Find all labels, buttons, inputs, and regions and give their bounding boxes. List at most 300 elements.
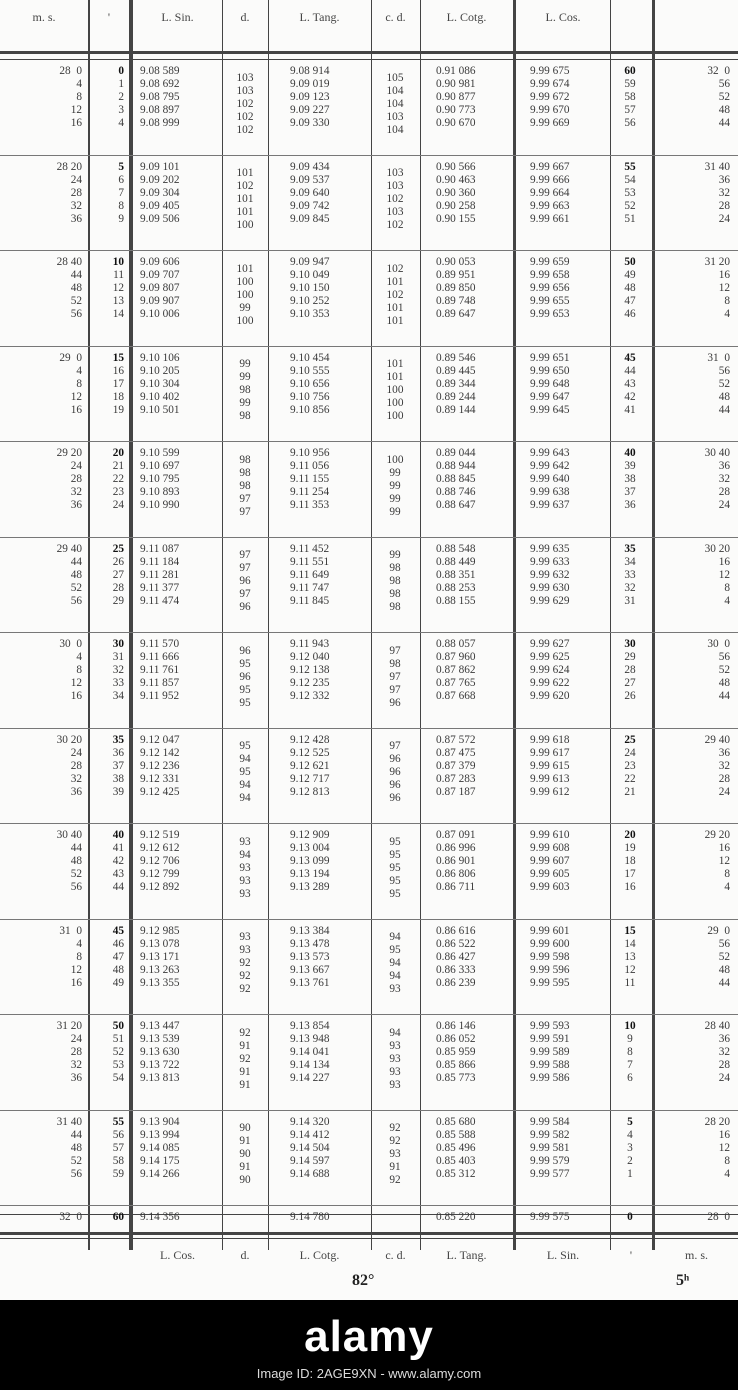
bottom-header-2: L. Cos. [159, 1248, 195, 1262]
log-cos: 9.99 596 [530, 963, 570, 976]
ms-right: 52 [718, 377, 730, 390]
minute-left: 44 [112, 881, 124, 893]
log-cotg: 0.86 146 [436, 1020, 476, 1032]
minute-left: 48 [112, 963, 124, 976]
diff-common: 97 [389, 683, 401, 696]
minute-left: 13 [112, 295, 124, 307]
diff-sin: 100 [236, 219, 254, 231]
log-cos: 9.99 675 [530, 65, 570, 77]
log-cos: 9.99 640 [530, 473, 570, 485]
minute-right: 50 [624, 256, 636, 268]
ms-right: 24 [718, 499, 730, 511]
minute-left: 26 [112, 555, 124, 568]
log-sin: 9.13 722 [140, 1059, 180, 1071]
log-cotg: 0.90 053 [436, 256, 476, 268]
ms-right: 44 [718, 117, 730, 129]
log-cotg: 0.88 253 [436, 581, 476, 594]
footer-hours: 5ʰ [676, 1272, 690, 1289]
block-rule [0, 155, 738, 156]
ms-right: 30 40 [704, 447, 730, 459]
ms-right: 8 [724, 295, 730, 307]
minute-left: 45 [112, 924, 124, 937]
watermark-brand: alamy [304, 1312, 434, 1361]
diff-sin: 99 [239, 301, 251, 314]
log-cotg-final: 0.85 220 [436, 1211, 476, 1223]
minute-right: 22 [624, 772, 636, 785]
minute-right: 55 [624, 160, 636, 173]
log-cos: 9.99 650 [530, 364, 570, 377]
log-cos: 9.99 633 [530, 555, 570, 568]
log-tang: 9.10 756 [290, 390, 330, 403]
log-cos: 9.99 627 [530, 638, 570, 650]
top-header-0: m. s. [32, 10, 56, 24]
log-cotg: 0.87 862 [436, 664, 476, 676]
log-cos: 9.99 655 [530, 295, 570, 307]
ms-right: 29 40 [704, 733, 730, 746]
diff-common: 102 [386, 262, 404, 275]
minute-right: 34 [624, 555, 636, 568]
minute-right: 13 [624, 950, 636, 963]
log-tang: 9.09 019 [290, 78, 330, 90]
minute-left: 24 [112, 499, 124, 511]
diff-common: 94 [389, 931, 401, 943]
log-tang: 9.12 909 [290, 829, 330, 841]
diff-sin: 93 [239, 931, 251, 943]
diff-common: 105 [386, 71, 404, 84]
diff-common: 103 [386, 180, 404, 192]
minute-right: 17 [624, 868, 636, 880]
minute-left: 29 [112, 594, 124, 607]
log-tang: 9.11 353 [290, 499, 330, 511]
minute-left: 32 [112, 664, 124, 676]
log-cos: 9.99 582 [530, 1128, 570, 1141]
diff-common: 93 [389, 1065, 401, 1078]
diff-sin: 96 [239, 670, 251, 683]
log-tang-final: 9.14 780 [290, 1211, 330, 1223]
log-cos: 9.99 618 [530, 733, 570, 746]
diff-sin: 90 [239, 1174, 251, 1186]
top-header-4: L. Tang. [299, 10, 340, 24]
diff-common: 96 [389, 696, 401, 709]
log-cotg: 0.89 344 [436, 377, 476, 390]
ms-left: 32 [70, 772, 82, 785]
diff-common: 97 [389, 644, 401, 657]
log-tang: 9.09 640 [290, 186, 330, 199]
ms-left: 4 [76, 937, 82, 950]
log-sin: 9.08 897 [140, 104, 180, 116]
ms-left: 4 [76, 364, 82, 377]
ms-right: 28 [718, 1059, 730, 1071]
log-sin: 9.09 202 [140, 173, 180, 186]
bottom-header-8: ' [629, 1248, 633, 1262]
log-cos: 9.99 672 [530, 91, 570, 103]
diff-sin: 95 [239, 657, 251, 670]
block-rule [0, 632, 738, 633]
log-cotg: 0.88 845 [436, 473, 476, 485]
log-cotg: 0.85 403 [436, 1154, 476, 1167]
log-tang: 9.13 289 [290, 881, 330, 893]
log-cotg: 0.88 944 [436, 460, 476, 472]
log-tang: 9.12 717 [290, 772, 330, 785]
minute-right: 12 [624, 963, 636, 976]
ms-right: 4 [724, 881, 730, 893]
diff-common: 92 [389, 1122, 401, 1134]
ms-left-final: 32 0 [59, 1211, 82, 1223]
log-tang: 9.11 155 [290, 473, 330, 485]
log-tang: 9.09 227 [290, 104, 330, 116]
minute-left: 2 [118, 91, 124, 103]
log-cotg: 0.86 522 [436, 937, 476, 950]
log-tang: 9.13 573 [290, 950, 330, 963]
ms-left: 24 [70, 460, 82, 472]
log-sin: 9.10 402 [140, 390, 180, 403]
log-cos: 9.99 610 [530, 829, 570, 841]
minute-right: 25 [624, 733, 636, 746]
minute-left: 37 [112, 759, 124, 772]
minute-left: 51 [112, 1033, 124, 1045]
diff-sin: 92 [239, 983, 251, 995]
log-tang: 9.10 353 [290, 308, 330, 320]
diff-common: 96 [389, 766, 401, 778]
log-tang: 9.11 845 [290, 594, 330, 607]
log-sin: 9.12 985 [140, 924, 180, 937]
log-sin: 9.11 857 [140, 677, 180, 689]
ms-left: 12 [70, 677, 82, 689]
log-sin: 9.11 377 [140, 581, 180, 594]
block-rule [0, 728, 738, 729]
minute-right: 11 [624, 976, 636, 989]
log-tang: 9.08 914 [290, 65, 330, 77]
log-cos: 9.99 581 [530, 1141, 570, 1154]
ms-left: 36 [70, 785, 82, 798]
log-cos: 9.99 579 [530, 1154, 570, 1167]
ms-left: 52 [70, 295, 82, 307]
diff-sin: 92 [239, 1026, 251, 1039]
diff-common: 93 [389, 983, 401, 995]
ms-left: 32 [70, 486, 82, 498]
log-cotg: 0.88 746 [436, 486, 476, 498]
minute-left: 4 [118, 117, 124, 129]
minute-left: 20 [112, 447, 124, 459]
log-sin: 9.11 570 [140, 638, 180, 650]
log-sin: 9.10 501 [140, 403, 180, 416]
log-sin: 9.12 331 [140, 772, 180, 785]
log-tang: 9.14 134 [290, 1059, 330, 1071]
log-tang: 9.09 742 [290, 199, 330, 212]
minute-left: 10 [112, 256, 124, 268]
ms-right: 44 [718, 690, 730, 702]
ms-right: 32 [718, 759, 730, 772]
diff-common: 91 [389, 1161, 401, 1173]
row-rule [0, 1238, 738, 1239]
ms-right: 30 0 [707, 638, 730, 650]
block-rule [0, 823, 738, 824]
bottom-header-9: m. s. [684, 1248, 708, 1262]
log-cos: 9.99 577 [530, 1167, 570, 1180]
minute-left-final: 60 [112, 1211, 124, 1223]
diff-sin: 91 [239, 1135, 251, 1147]
ms-left: 16 [70, 690, 82, 702]
diff-sin: 99 [239, 397, 251, 409]
ms-left: 12 [70, 963, 82, 976]
minute-left: 42 [112, 855, 124, 867]
log-cotg: 0.86 427 [436, 950, 476, 963]
minute-left: 49 [112, 976, 124, 989]
column-rule [222, 0, 223, 1250]
diff-sin: 90 [239, 1148, 251, 1160]
minute-right-final: 0 [627, 1211, 633, 1223]
log-cos: 9.99 617 [530, 746, 570, 759]
ms-left: 36 [70, 1072, 82, 1084]
log-cos: 9.99 653 [530, 308, 570, 320]
ms-left: 52 [70, 868, 82, 880]
ms-left: 44 [70, 269, 82, 281]
diff-common: 93 [389, 1078, 401, 1091]
minute-right: 6 [627, 1072, 633, 1084]
diff-sin: 97 [239, 588, 251, 600]
ms-right: 56 [718, 651, 730, 663]
ms-right: 16 [718, 269, 730, 281]
log-sin: 9.12 236 [140, 759, 180, 772]
log-cotg: 0.90 981 [436, 78, 476, 90]
log-tang: 9.09 330 [290, 117, 330, 129]
log-tang: 9.13 854 [290, 1020, 330, 1032]
minute-left: 19 [112, 403, 124, 416]
minute-left: 56 [112, 1128, 124, 1141]
ms-right: 32 [718, 186, 730, 199]
ms-left: 4 [76, 651, 82, 663]
log-cos: 9.99 600 [530, 937, 570, 950]
diff-common: 97 [389, 740, 401, 752]
ms-right: 4 [724, 1167, 730, 1180]
diff-common: 103 [386, 167, 404, 179]
log-cotg: 0.87 187 [436, 785, 476, 798]
column-rule [513, 0, 516, 1250]
ms-right: 8 [724, 581, 730, 594]
minute-right: 27 [624, 677, 636, 689]
diff-sin: 98 [239, 384, 251, 396]
ms-right: 28 [718, 486, 730, 498]
log-cotg: 0.90 773 [436, 104, 476, 116]
log-cotg: 0.86 901 [436, 855, 476, 867]
ms-left: 36 [70, 499, 82, 511]
minute-right: 35 [624, 542, 636, 555]
ms-right: 48 [718, 104, 730, 116]
ms-right: 4 [724, 308, 730, 320]
ms-right: 44 [718, 976, 730, 989]
log-sin: 9.09 405 [140, 199, 180, 212]
column-rule [88, 0, 90, 1250]
ms-left: 31 20 [56, 1020, 82, 1032]
log-cotg: 0.87 572 [436, 733, 476, 746]
log-cos: 9.99 591 [530, 1033, 570, 1045]
ms-right: 31 40 [704, 160, 730, 173]
ms-right: 52 [718, 91, 730, 103]
ms-left: 30 40 [56, 829, 82, 841]
block-rule [0, 250, 738, 251]
diff-common: 95 [389, 944, 401, 956]
block-rule [0, 1205, 738, 1206]
minute-right: 40 [624, 447, 636, 459]
log-sin: 9.10 990 [140, 499, 180, 511]
ms-left: 31 40 [56, 1115, 82, 1128]
diff-sin: 101 [236, 262, 254, 275]
log-cotg: 0.89 546 [436, 351, 476, 364]
column-rule [610, 0, 611, 1250]
ms-left: 32 [70, 199, 82, 212]
ms-right: 32 [718, 473, 730, 485]
minute-right: 19 [624, 842, 636, 854]
ms-right: 32 [718, 1046, 730, 1058]
diff-sin: 93 [239, 887, 251, 900]
ms-left: 29 40 [56, 542, 82, 555]
column-rule [129, 0, 133, 1250]
minute-right: 53 [624, 186, 636, 199]
log-cotg: 0.89 951 [436, 269, 476, 281]
log-sin: 9.12 425 [140, 785, 180, 798]
log-cotg: 0.89 748 [436, 295, 476, 307]
minute-right: 2 [627, 1154, 633, 1167]
log-sin: 9.10 893 [140, 486, 180, 498]
diff-sin: 98 [239, 410, 251, 422]
diff-common: 93 [389, 1148, 401, 1160]
ms-left: 36 [70, 212, 82, 225]
log-cotg: 0.88 351 [436, 568, 476, 581]
block-rule [0, 441, 738, 442]
log-cos: 9.99 624 [530, 664, 570, 676]
diff-common: 103 [386, 206, 404, 218]
ms-right: 28 [718, 772, 730, 785]
ms-left: 29 20 [56, 447, 82, 459]
minute-left: 30 [112, 638, 124, 650]
log-cos: 9.99 638 [530, 486, 570, 498]
minute-right: 46 [624, 308, 636, 320]
log-cos: 9.99 667 [530, 160, 570, 173]
block-rule [0, 1014, 738, 1015]
diff-sin: 96 [239, 644, 251, 657]
log-sin: 9.09 101 [140, 160, 180, 173]
top-header-2: L. Sin. [161, 10, 194, 24]
diff-sin: 98 [239, 453, 251, 466]
row-rule [0, 51, 738, 54]
minute-right: 23 [624, 759, 636, 772]
log-cos: 9.99 589 [530, 1046, 570, 1058]
minute-right: 43 [624, 377, 636, 390]
ms-left: 8 [76, 377, 82, 390]
log-tang: 9.11 943 [290, 638, 330, 650]
log-sin: 9.11 761 [140, 664, 180, 676]
diff-sin: 96 [239, 575, 251, 587]
log-cotg: 0.88 647 [436, 499, 476, 511]
minute-right: 54 [624, 173, 636, 186]
minute-right: 10 [624, 1020, 636, 1032]
ms-left: 8 [76, 664, 82, 676]
log-sin: 9.14 266 [140, 1167, 180, 1180]
log-cos: 9.99 648 [530, 377, 570, 390]
minute-left: 23 [112, 486, 124, 498]
log-sin: 9.13 813 [140, 1072, 180, 1084]
minute-left: 21 [112, 460, 124, 472]
minute-left: 14 [112, 308, 124, 320]
minute-right: 29 [624, 651, 636, 663]
log-tang: 9.09 947 [290, 256, 330, 268]
log-cotg: 0.90 877 [436, 91, 476, 103]
ms-left: 28 [70, 1046, 82, 1058]
diff-sin: 94 [239, 848, 251, 861]
log-tang: 9.13 004 [290, 842, 330, 854]
log-tang: 9.14 320 [290, 1115, 330, 1128]
log-cos: 9.99 598 [530, 950, 570, 963]
ms-right: 12 [718, 568, 730, 581]
log-cos: 9.99 588 [530, 1059, 570, 1071]
top-header-6: L. Cotg. [446, 10, 487, 24]
diff-sin: 95 [239, 696, 251, 709]
diff-common: 101 [386, 275, 404, 288]
ms-right: 28 20 [704, 1115, 730, 1128]
diff-sin: 95 [239, 740, 251, 752]
log-cotg: 0.85 866 [436, 1059, 476, 1071]
minute-right: 59 [624, 78, 636, 90]
watermark-banner [0, 1300, 738, 1390]
diff-sin: 95 [239, 683, 251, 696]
minute-left: 18 [112, 390, 124, 403]
ms-right: 24 [718, 785, 730, 798]
ms-left: 56 [70, 594, 82, 607]
diff-sin: 91 [239, 1078, 251, 1091]
ms-left: 48 [70, 1141, 82, 1154]
minute-left: 59 [112, 1167, 124, 1180]
diff-sin: 98 [239, 479, 251, 492]
minute-left: 55 [112, 1115, 124, 1128]
block-rule [0, 919, 738, 920]
log-cos: 9.99 661 [530, 212, 570, 225]
minute-left: 7 [118, 186, 124, 199]
ms-right: 29 0 [707, 924, 730, 937]
log-cos: 9.99 666 [530, 173, 570, 186]
log-sin: 9.10 006 [140, 308, 180, 320]
log-cotg: 0.85 773 [436, 1072, 476, 1084]
minute-left: 47 [112, 950, 124, 963]
diff-sin: 91 [239, 1161, 251, 1173]
log-tang: 9.12 332 [290, 690, 330, 702]
ms-left: 8 [76, 91, 82, 103]
log-sin: 9.13 171 [140, 950, 180, 963]
minute-right: 49 [624, 269, 636, 281]
ms-right: 29 20 [704, 829, 730, 841]
minute-right: 8 [627, 1046, 633, 1058]
diff-common: 95 [389, 887, 401, 900]
log-cos: 9.99 622 [530, 677, 570, 689]
minute-right: 33 [624, 568, 636, 581]
log-sin: 9.11 474 [140, 594, 180, 607]
diff-sin: 91 [239, 1065, 251, 1078]
log-cos: 9.99 670 [530, 104, 570, 116]
log-sin: 9.11 281 [140, 568, 180, 581]
log-sin: 9.08 795 [140, 91, 180, 103]
ms-left: 28 [70, 759, 82, 772]
log-cos: 9.99 595 [530, 976, 570, 989]
minute-left: 33 [112, 677, 124, 689]
minute-left: 54 [112, 1072, 124, 1084]
ms-left: 12 [70, 390, 82, 403]
log-cos: 9.99 669 [530, 117, 570, 129]
log-cos: 9.99 643 [530, 447, 570, 459]
diff-sin: 93 [239, 944, 251, 956]
diff-sin: 99 [239, 371, 251, 383]
diff-sin: 97 [239, 505, 251, 518]
minute-right: 20 [624, 829, 636, 841]
diff-sin: 101 [236, 167, 254, 179]
